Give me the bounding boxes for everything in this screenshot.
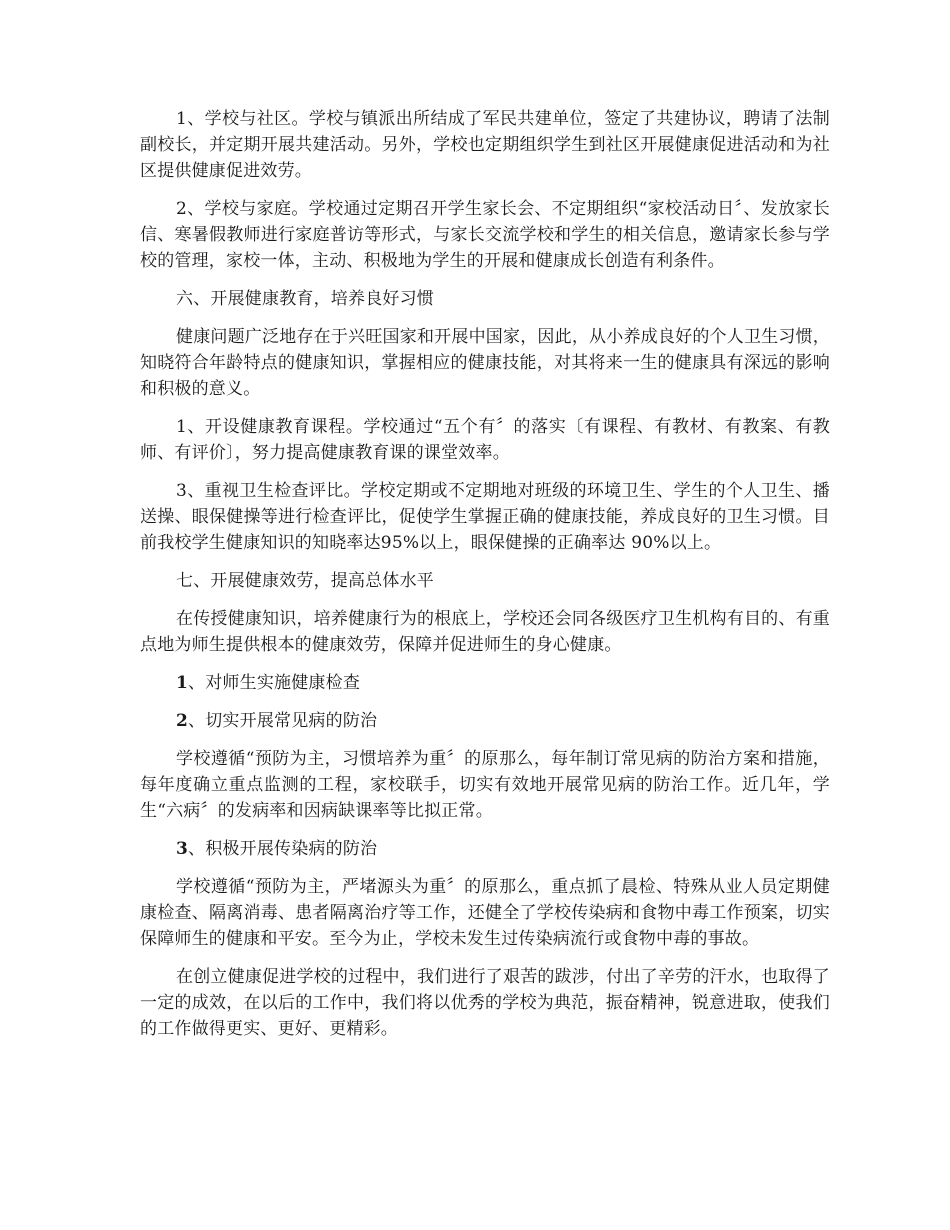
list-item-text: 、积极开展传染病的防治: [188, 839, 378, 859]
paragraph-school-family: 2、学校与家庭。学校通过定期召开学生家长会、不定期组织“家校活动日〞、发放家长信、寒暑假教师进行家庭普访等形式，与家长交流学校和学生的相关信息，邀请家长参与学校的管理，家校一体，主动、积极地为学生的开展和健康成长创造有利条件。: [140, 199, 830, 271]
paragraph-common-disease-prevention: 学校遵循“预防为主，习惯培养为重〞的原那么，每年制订常见病的防治方案和措施，每年度确立重点监测的工程，家校联手，切实有效地开展常见病的防治工作。近几年，学生“六病〞的发病率和因病缺课率等比拟正常。: [140, 749, 830, 821]
paragraph-health-issues: 健康问题广泛地存在于兴旺国家和开展中国家，因此，从小养成良好的个人卫生习惯，知晓符合年龄特点的健康知识，掌握相应的健康技能，对其将来一生的健康具有深远的影响和积极的意义。: [140, 327, 830, 399]
paragraph-school-community: 1、学校与社区。学校与镇派出所结成了军民共建单位，签定了共建协议，聘请了法制副校长，并定期开展共建活动。另外，学校也定期组织学生到社区开展健康促进活动和为社区提供健康促进效劳。: [140, 109, 830, 181]
paragraph-hygiene-inspection: 3、重视卫生检查评比。学校定期或不定期地对班级的环境卫生、学生的个人卫生、播送操、眼保健操等进行检查评比，促使学生掌握正确的健康技能，养成良好的卫生习惯。目前我校学生健康知识的知晓率达95%以上，眼保健操的正确率达 90%以上。: [140, 481, 830, 553]
list-item-common-disease: [140, 708, 830, 734]
list-item-text: 、切实开展常见病的防治: [188, 711, 378, 731]
document-body: [140, 106, 830, 1054]
paragraph-conclusion: 在创立健康促进学校的过程中，我们进行了艰苦的跋涉，付出了辛劳的汗水，也取得了一定的成效，在以后的工作中，我们将以优秀的学校为典范，振奋精神，锐意进取，使我们的工作做得更实、更好、更精彩。: [140, 967, 830, 1039]
paragraph-health-services-intro: 在传授健康知识，培养健康行为的根底上，学校还会同各级医疗卫生机构有目的、有重点地为师生提供根本的健康效劳，保障并促进师生的身心健康。: [140, 609, 830, 655]
paragraph-infectious-disease-prevention: 学校遵循“预防为主，严堵源头为重〞的原那么，重点抓了晨检、特殊从业人员定期健康检查、隔离消毒、患者隔离治疗等工作，还健全了学校传染病和食物中毒工作预案，切实保障师生的健康和平安。至今为止，学校未发生过传染病流行或食物中毒的事故。: [140, 877, 830, 949]
section-heading-health-education: 六、开展健康教育，培养良好习惯: [176, 289, 434, 309]
paragraph-health-curriculum: 1、开设健康教育课程。学校通过“五个有〞的落实〔有课程、有教材、有教案、有教师、有评价〕，努力提高健康教育课的课堂效率。: [140, 417, 830, 463]
list-item-infectious-disease: [140, 836, 830, 862]
list-number: 1: [176, 673, 189, 693]
list-number: 2: [176, 711, 189, 731]
list-number: 3: [176, 839, 189, 859]
list-item-health-checkup: [140, 670, 830, 696]
list-item-text: 、对师生实施健康检查: [188, 673, 361, 693]
section-heading-health-services: 七、开展健康效劳，提高总体水平: [176, 571, 434, 591]
